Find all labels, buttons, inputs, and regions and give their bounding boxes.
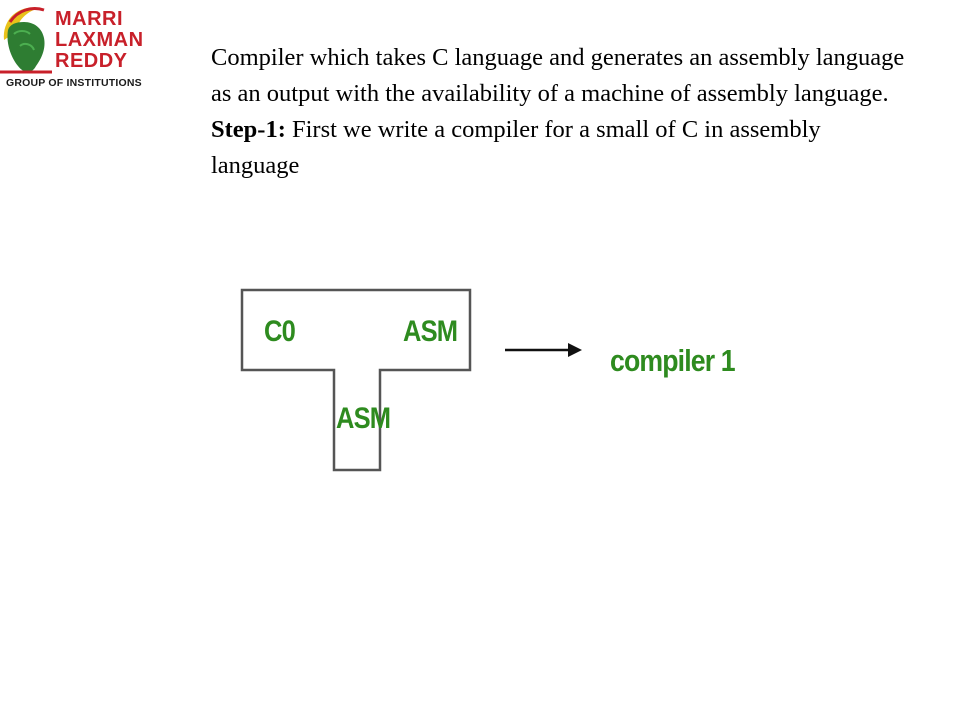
step-text: First we write a compiler for a small of C in assembly language [211,116,821,179]
t-diagram-shape [240,288,740,478]
step-paragraph [211,112,911,184]
implementation-language-label: ASM [336,402,391,435]
logo-text-line-2: LAXMAN [55,29,144,51]
target-language-label: ASM [403,315,458,348]
institution-logo [0,0,150,100]
intro-paragraph: Compiler which takes C language and generates an assembly language as an output with the availability of a machine of assembly language. [211,44,905,107]
logo-text-line-1: MARRI [55,8,124,30]
t-diagram [240,288,740,478]
slide-text [211,40,911,184]
result-label: compiler 1 [610,343,735,378]
logo-emblem-icon [0,0,55,78]
source-language-label: C0 [264,315,295,348]
step-label: Step-1: [211,116,286,143]
logo-text-line-3: REDDY [55,50,128,72]
logo-group-caption: GROUP OF INSTITUTIONS [6,77,142,89]
right-arrow-icon [505,343,582,357]
